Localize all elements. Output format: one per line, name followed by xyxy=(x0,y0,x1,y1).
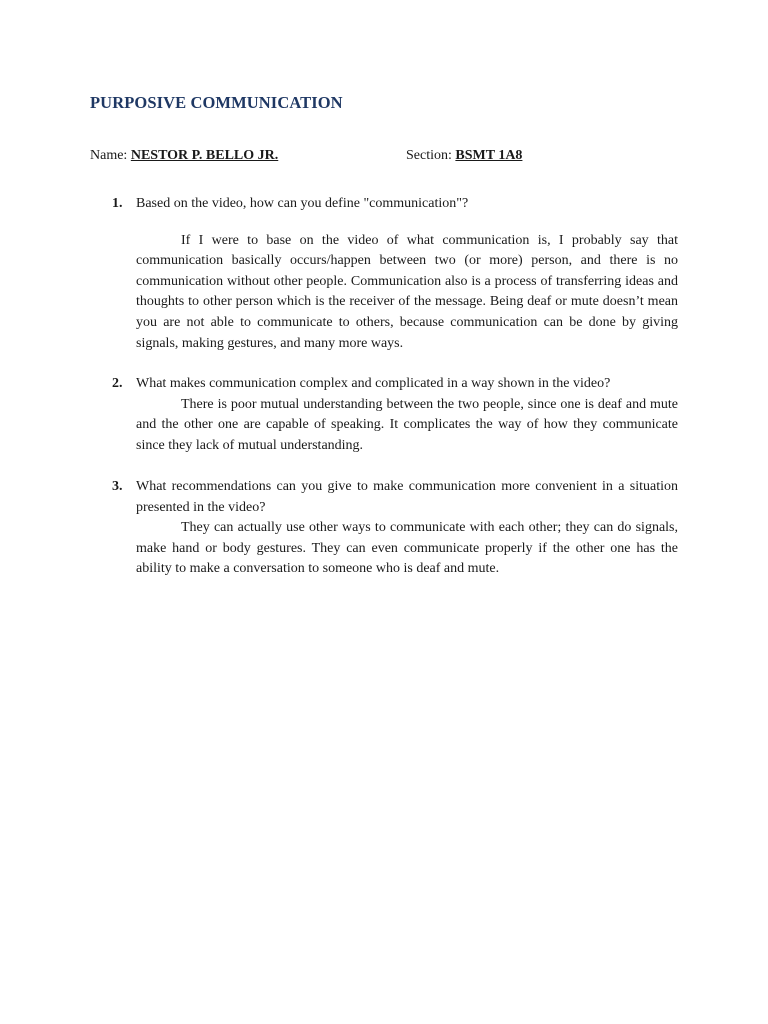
answer-text: There is poor mutual understanding between the two people, since one is deaf and mute and the other one are capable of speaking. It complicates the way of how they communicate since they lack of mutual understanding. xyxy=(136,396,678,453)
question-text: What recommendations can you give to make communication more convenient in a situation presented in the video? xyxy=(136,479,678,515)
question-body xyxy=(136,194,678,354)
name-label: Name: xyxy=(90,148,128,163)
question-item-3 xyxy=(90,477,678,580)
question-number: 1. xyxy=(112,196,123,211)
name-value: NESTOR P. BELLO JR. xyxy=(130,148,279,163)
answer-text: If I were to base on the video of what communication is, I probably say that communication basically occurs/happen between two (or more) person, and there is no communication without other people. Communication also is a process of transferring ideas and thoughts to other person which is the receiver of the message. Being deaf or mute doesn’t mean you are not able to communicate to others, because communication can be done by giving signals, making gestures, and many more ways. xyxy=(136,232,678,351)
section-field xyxy=(406,147,522,165)
document-title: PURPOSIVE COMMUNICATION xyxy=(90,93,343,112)
question-item-1 xyxy=(90,194,678,354)
section-value: BSMT 1A8 xyxy=(455,148,523,163)
name-field xyxy=(90,147,278,165)
question-text: Based on the video, how can you define "communication"? xyxy=(136,196,469,211)
question-number: 2. xyxy=(112,376,123,391)
answer-text: They can actually use other ways to communicate with each other; they can do signals, make hand or body gestures. They can even communicate properly if the other one has the ability to make a conversation to someone who is deaf and mute. xyxy=(136,520,678,577)
question-item-2 xyxy=(90,374,678,456)
question-body xyxy=(136,374,678,456)
question-text: What makes communication complex and complicated in a way shown in the video? xyxy=(136,376,611,391)
section-label: Section: xyxy=(406,148,452,163)
question-body xyxy=(136,477,678,580)
question-number: 3. xyxy=(112,479,123,494)
